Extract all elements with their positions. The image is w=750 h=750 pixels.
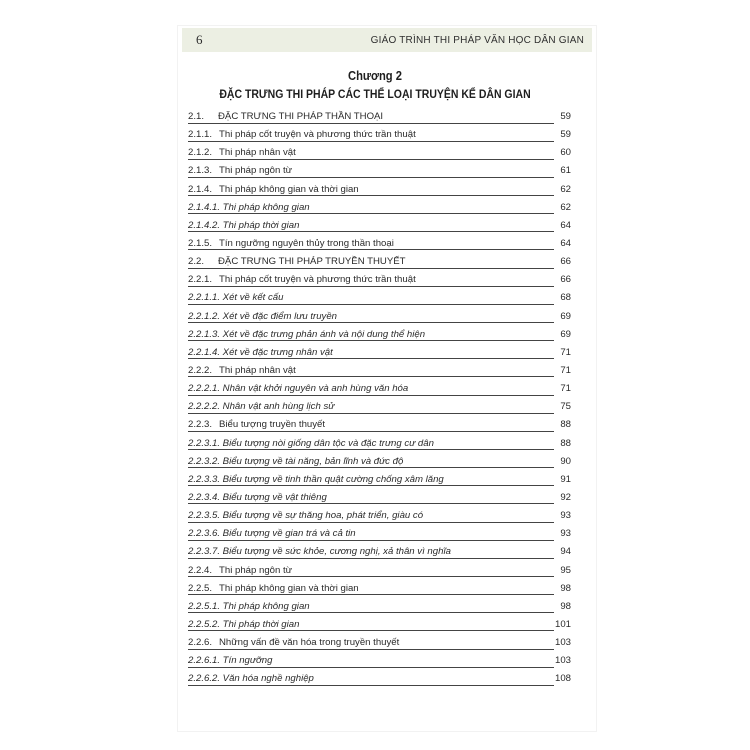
toc-leader-line <box>188 594 554 595</box>
toc-entry <box>188 454 574 472</box>
toc-leader-line <box>188 649 554 650</box>
toc-entry <box>188 599 574 617</box>
toc-entry-number: 2.1.5. <box>188 237 213 249</box>
toc-leader-line <box>188 540 554 541</box>
toc-entry-page: 95 <box>560 564 571 576</box>
toc-entry-page: 98 <box>560 600 571 612</box>
toc-leader-line <box>188 467 554 468</box>
toc-entry <box>188 309 574 327</box>
toc-entry-page: 71 <box>560 383 571 395</box>
toc-entry-page: 64 <box>560 237 571 249</box>
toc-entry-number: 2.2.3. <box>188 419 213 431</box>
toc-entry-page: 62 <box>560 183 571 195</box>
toc-entry-page: 69 <box>560 328 571 340</box>
toc-entry <box>188 544 574 562</box>
toc-leader-line <box>188 177 554 178</box>
toc-leader-line <box>188 123 554 124</box>
toc-entry-title: 2.2.3.1. Biểu tượng nòi giống dân tộc và đặc trưng cư dân <box>188 437 434 449</box>
toc-entry-title: Thi pháp nhân vật <box>219 364 296 376</box>
toc-entry-title: 2.2.1.4. Xét về đặc trưng nhân vật <box>188 346 333 358</box>
toc-entry-number: 2.2.5. <box>188 582 213 594</box>
toc-entry-title: 2.2.3.4. Biểu tượng về vật thiêng <box>188 491 327 503</box>
toc-leader-line <box>188 576 554 577</box>
toc-leader-line <box>188 667 554 668</box>
toc-leader-line <box>188 558 554 559</box>
toc-leader-line <box>188 340 554 341</box>
toc-entry <box>188 218 574 236</box>
toc-entry-title: Thi pháp ngôn từ <box>219 165 293 177</box>
table-of-contents <box>188 109 574 690</box>
toc-leader-line <box>188 630 554 631</box>
toc-entry-title: 2.2.5.2. Thi pháp thời gian <box>188 618 300 630</box>
toc-leader-line <box>188 685 554 686</box>
toc-entry-number: 2.1.2. <box>188 147 213 159</box>
toc-entry-title: 2.2.3.6. Biểu tượng về gian trá và cả tin <box>188 528 356 540</box>
toc-leader-line <box>188 503 554 504</box>
toc-entry <box>188 327 574 345</box>
toc-entry-number: 2.1. <box>188 111 205 122</box>
toc-entry-page: 88 <box>560 419 571 431</box>
toc-entry <box>188 617 574 635</box>
toc-entry-number: 2.2.4. <box>188 564 213 576</box>
toc-leader-line <box>188 522 554 523</box>
toc-entry-number: 2.1.3. <box>188 165 213 177</box>
toc-entry <box>188 109 574 127</box>
toc-entry <box>188 563 574 581</box>
toc-entry-title: Thi pháp cốt truyện và phương thức trần thuật <box>219 274 416 286</box>
toc-entry-page: 64 <box>560 219 571 231</box>
toc-entry-title: ĐẶC TRƯNG THI PHÁP TRUYỀN THUYẾT <box>218 256 406 268</box>
toc-entry <box>188 581 574 599</box>
toc-leader-line <box>188 485 554 486</box>
toc-entry-title: 2.1.4.2. Thi pháp thời gian <box>188 219 300 231</box>
toc-entry <box>188 635 574 653</box>
toc-leader-line <box>188 358 554 359</box>
toc-leader-line <box>188 322 554 323</box>
toc-entry-page: 108 <box>554 673 571 685</box>
toc-entry-page: 66 <box>560 274 571 286</box>
toc-entry <box>188 671 574 689</box>
toc-entry-title: Thi pháp nhân vật <box>219 147 296 159</box>
toc-entry-page: 69 <box>560 310 571 322</box>
toc-entry-page: 71 <box>560 364 571 376</box>
toc-entry-title: Biểu tượng truyền thuyết <box>219 419 326 431</box>
toc-entry <box>188 163 574 181</box>
toc-entry-title: Thi pháp ngôn từ <box>219 564 293 576</box>
toc-entry-page: 93 <box>560 528 571 540</box>
toc-entry <box>188 399 574 417</box>
toc-entry-page: 103 <box>554 655 571 667</box>
toc-entry <box>188 472 574 490</box>
toc-entry-title: ĐẶC TRƯNG THI PHÁP THẦN THOẠI <box>218 111 384 122</box>
toc-entry-page: 59 <box>560 111 571 122</box>
toc-entry-title: 2.2.2.2. Nhân vật anh hùng lịch sử <box>188 401 335 413</box>
toc-leader-line <box>188 231 554 232</box>
toc-entry <box>188 381 574 399</box>
toc-entry-page: 92 <box>560 491 571 503</box>
chapter-title: ĐẶC TRƯNG THI PHÁP CÁC THỂ LOẠI TRUYỆN KỂ DÂN GIAN <box>219 87 531 101</box>
toc-entry <box>188 526 574 544</box>
toc-entry-title: 2.2.3.7. Biểu tượng về sức khỏe, cương nghị, xả thân vì nghĩa <box>188 546 451 558</box>
toc-entry <box>188 182 574 200</box>
toc-entry <box>188 653 574 671</box>
toc-entry-title: 2.2.3.5. Biểu tượng về sự thăng hoa, phát triển, giàu có <box>188 510 424 522</box>
toc-entry-page: 75 <box>560 401 571 413</box>
toc-leader-line <box>188 249 554 250</box>
toc-entry-title: 2.2.3.2. Biểu tượng về tài năng, bản lĩnh và đức độ <box>188 455 404 467</box>
toc-entry-title: 2.2.6.1. Tín ngưỡng <box>188 655 273 667</box>
toc-leader-line <box>188 395 554 396</box>
toc-entry-number: 2.2.1. <box>188 274 213 286</box>
toc-entry-page: 61 <box>560 165 571 177</box>
toc-entry-title: Thi pháp không gian và thời gian <box>219 582 359 594</box>
toc-entry-number: 2.2. <box>188 256 205 268</box>
toc-entry <box>188 436 574 454</box>
toc-leader-line <box>188 159 554 160</box>
toc-entry <box>188 417 574 435</box>
toc-entry-title: Tín ngưỡng nguyên thủy trong thần thoại <box>219 237 394 249</box>
toc-entry <box>188 145 574 163</box>
toc-entry-page: 68 <box>560 292 571 304</box>
running-title: GIÁO TRÌNH THI PHÁP VĂN HỌC DÂN GIAN <box>370 35 584 46</box>
toc-leader-line <box>188 431 554 432</box>
toc-entry-title: 2.2.1.3. Xét về đặc trưng phản ánh và nội dung thể hiện <box>188 328 426 340</box>
toc-entry <box>188 508 574 526</box>
toc-entry <box>188 345 574 363</box>
toc-entry-page: 103 <box>554 637 571 649</box>
toc-entry-page: 101 <box>554 618 571 630</box>
toc-entry-page: 90 <box>560 455 571 467</box>
toc-entry-title: 2.2.5.1. Thi pháp không gian <box>188 600 310 612</box>
toc-entry-number: 2.1.4. <box>188 183 213 195</box>
toc-entry-number: 2.1.1. <box>188 129 213 141</box>
chapter-label: Chương 2 <box>348 68 402 83</box>
toc-leader-line <box>188 268 554 269</box>
toc-entry <box>188 127 574 145</box>
toc-entry <box>188 236 574 254</box>
toc-entry-title: Thi pháp cốt truyện và phương thức trần thuật <box>219 129 416 141</box>
toc-leader-line <box>188 376 554 377</box>
toc-leader-line <box>188 612 554 613</box>
toc-entry <box>188 254 574 272</box>
toc-leader-line <box>188 195 554 196</box>
toc-leader-line <box>188 141 554 142</box>
toc-entry-title: 2.2.1.2. Xét về đặc điểm lưu truyền <box>188 310 338 322</box>
toc-entry <box>188 272 574 290</box>
toc-entry-title: Những vấn đề văn hóa trong truyền thuyết <box>219 637 400 649</box>
toc-entry <box>188 290 574 308</box>
toc-entry-page: 60 <box>560 147 571 159</box>
toc-entry-title: 2.2.1.1. Xét về kết cấu <box>188 292 284 304</box>
toc-leader-line <box>188 449 554 450</box>
toc-entry-page: 98 <box>560 582 571 594</box>
toc-entry-title: 2.2.3.3. Biểu tượng về tinh thần quật cường chống xâm lăng <box>188 473 444 485</box>
toc-leader-line <box>188 413 554 414</box>
toc-entry <box>188 363 574 381</box>
toc-entry-page: 88 <box>560 437 571 449</box>
toc-entry-page: 62 <box>560 201 571 213</box>
toc-entry-number: 2.2.2. <box>188 364 213 376</box>
toc-entry-page: 59 <box>560 129 571 141</box>
toc-leader-line <box>188 304 554 305</box>
toc-entry-page: 66 <box>560 256 571 268</box>
toc-entry-title: 2.2.6.2. Văn hóa nghề nghiệp <box>188 673 314 685</box>
toc-entry-page: 93 <box>560 510 571 522</box>
toc-entry-title: 2.1.4.1. Thi pháp không gian <box>188 201 310 213</box>
toc-entry-page: 91 <box>560 473 571 485</box>
toc-entry-number: 2.2.6. <box>188 637 213 649</box>
toc-entry-page: 71 <box>560 346 571 358</box>
toc-entry <box>188 200 574 218</box>
page-number: 6 <box>196 32 203 47</box>
toc-leader-line <box>188 213 554 214</box>
toc-entry-page: 94 <box>560 546 571 558</box>
toc-entry-title: 2.2.2.1. Nhân vật khởi nguyên và anh hùng văn hóa <box>188 383 409 395</box>
toc-entry <box>188 490 574 508</box>
toc-entry-title: Thi pháp không gian và thời gian <box>219 183 359 195</box>
toc-leader-line <box>188 286 554 287</box>
